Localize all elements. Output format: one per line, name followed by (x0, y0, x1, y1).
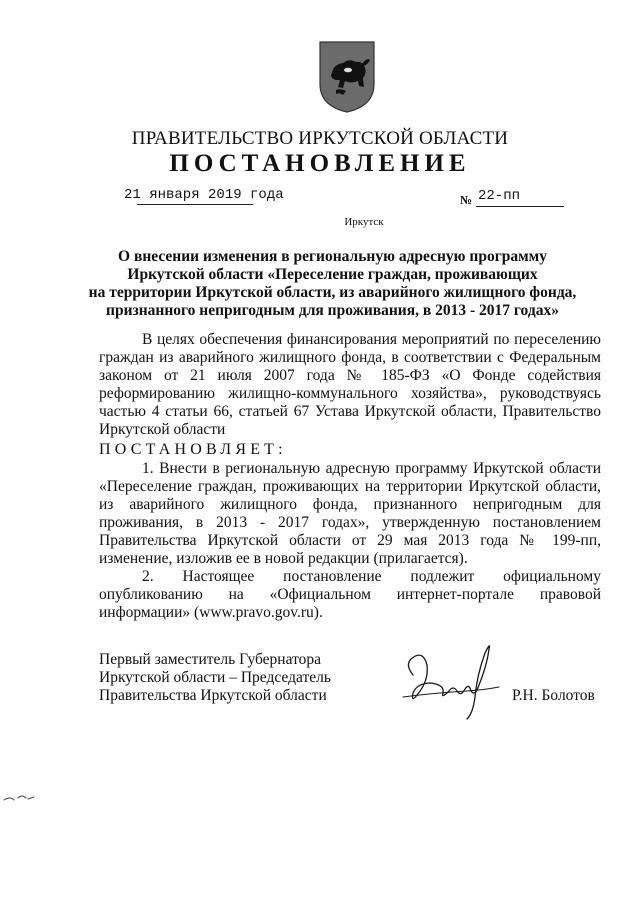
city-name: Иркутск (344, 216, 384, 228)
document-body (99, 331, 601, 622)
document-title (70, 248, 595, 320)
position-line: Первый заместитель Губернатора (99, 651, 322, 668)
number-sign: № (460, 193, 473, 207)
signatory-name: Р.Н. Болотов (512, 687, 595, 704)
number-underline (476, 206, 564, 207)
item-2-paragraph: 2. Настоящее постановление подлежит официальному опубликованию на «Официальном интернет-портале правовой информации» (www.pravo.gov.ru). (99, 568, 601, 621)
date-underline (137, 204, 253, 205)
irkutsk-coat-of-arms-icon (318, 40, 376, 114)
title-line: на территории Иркутской области, из аварийного жилищного фонда, (88, 284, 577, 301)
document-type: ПОСТАНОВЛЕНИЕ (169, 150, 471, 177)
document-number: 22-пп (478, 188, 521, 204)
document-date: 21 января 2019 года (124, 187, 284, 203)
title-line: признанного непригодным для проживания, в 2013 - 2017 годах» (106, 302, 559, 319)
preamble-paragraph: В целях обеспечения финансирования мероприятий по переселению граждан из аварийного жилищного фонда, в соответствии с Федеральным законом от 21 июля 2007 года № 185-ФЗ «О Фонде содействия реформированию жилищно-коммунального хозяйства», руководствуясь частью 4 статьи 66, статьей 67 Устава Иркутской области, Правительство Иркутской области (99, 331, 601, 438)
position-line: Иркутской области – Председатель (99, 669, 331, 686)
position-line: Правительства Иркутской области (99, 687, 327, 704)
item-1-paragraph: 1. Внести в региональную адресную программу Иркутской области «Переселение граждан, проживающих на территории Иркутской области, из аварийного жилищного фонда, признанного непригодным для проживания, в 2013 - 2017 годах», утвержденную постановлением Правительства Иркутской области от 29 мая 2013 года № 199-пп, изменение, изложив ее в новой редакции (прилагается). (99, 460, 601, 567)
scan-mark-icon (2, 790, 36, 806)
title-line: О внесении изменения в региональную адресную программу (118, 248, 547, 265)
title-line: Иркутской области «Переселение граждан, проживающих (127, 266, 538, 283)
government-name: ПРАВИТЕЛЬСТВО ИРКУТСКОЙ ОБЛАСТИ (131, 128, 509, 149)
resolves-heading: ПОСТАНОВЛЯЕТ: (99, 441, 287, 458)
signatory-position (99, 651, 331, 705)
handwritten-signature-icon (383, 635, 503, 723)
